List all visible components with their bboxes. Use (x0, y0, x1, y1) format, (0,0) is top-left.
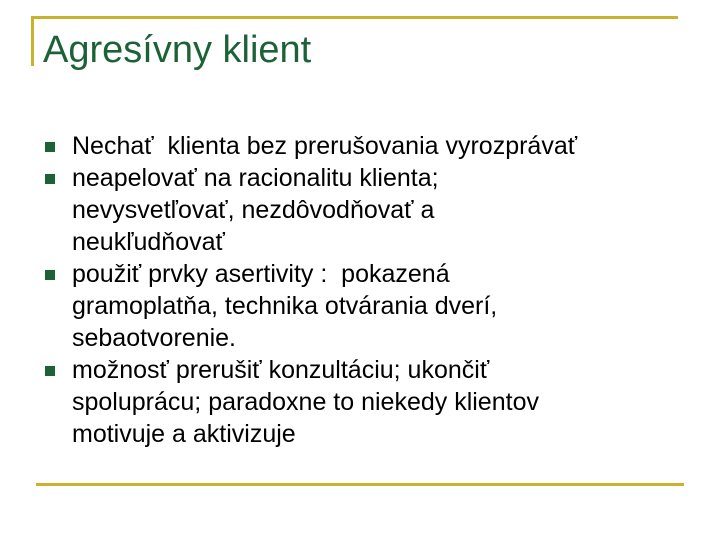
square-bullet-icon (45, 366, 55, 376)
left-frame-line (31, 16, 34, 66)
bullet-item (44, 258, 684, 354)
bullet-text: neapelovať na racionalitu klienta; nevysvetľovať, nezdôvodňovať a neukľudňovať (72, 164, 439, 256)
top-frame-line (31, 16, 678, 19)
bottom-frame-line (36, 483, 684, 486)
square-bullet-icon (45, 142, 55, 152)
bullet-item (44, 130, 684, 162)
slide-title: Agresívny klient (43, 29, 312, 71)
bullet-text: Nechať klienta bez prerušovania vyrozprávať (72, 132, 578, 160)
bullet-item (44, 354, 684, 450)
square-bullet-icon (45, 174, 55, 184)
bullet-text: použiť prvky asertivity : pokazená gramoplatňa, technika otvárania dverí, sebaotvorenie. (72, 260, 498, 352)
bullet-item (44, 162, 684, 258)
square-bullet-icon (45, 270, 55, 280)
bullet-list (44, 130, 684, 450)
bullet-text: možnosť prerušiť konzultáciu; ukončiť spoluprácu; paradoxne to niekedy klientov motivuje a aktivizuje (72, 356, 539, 448)
